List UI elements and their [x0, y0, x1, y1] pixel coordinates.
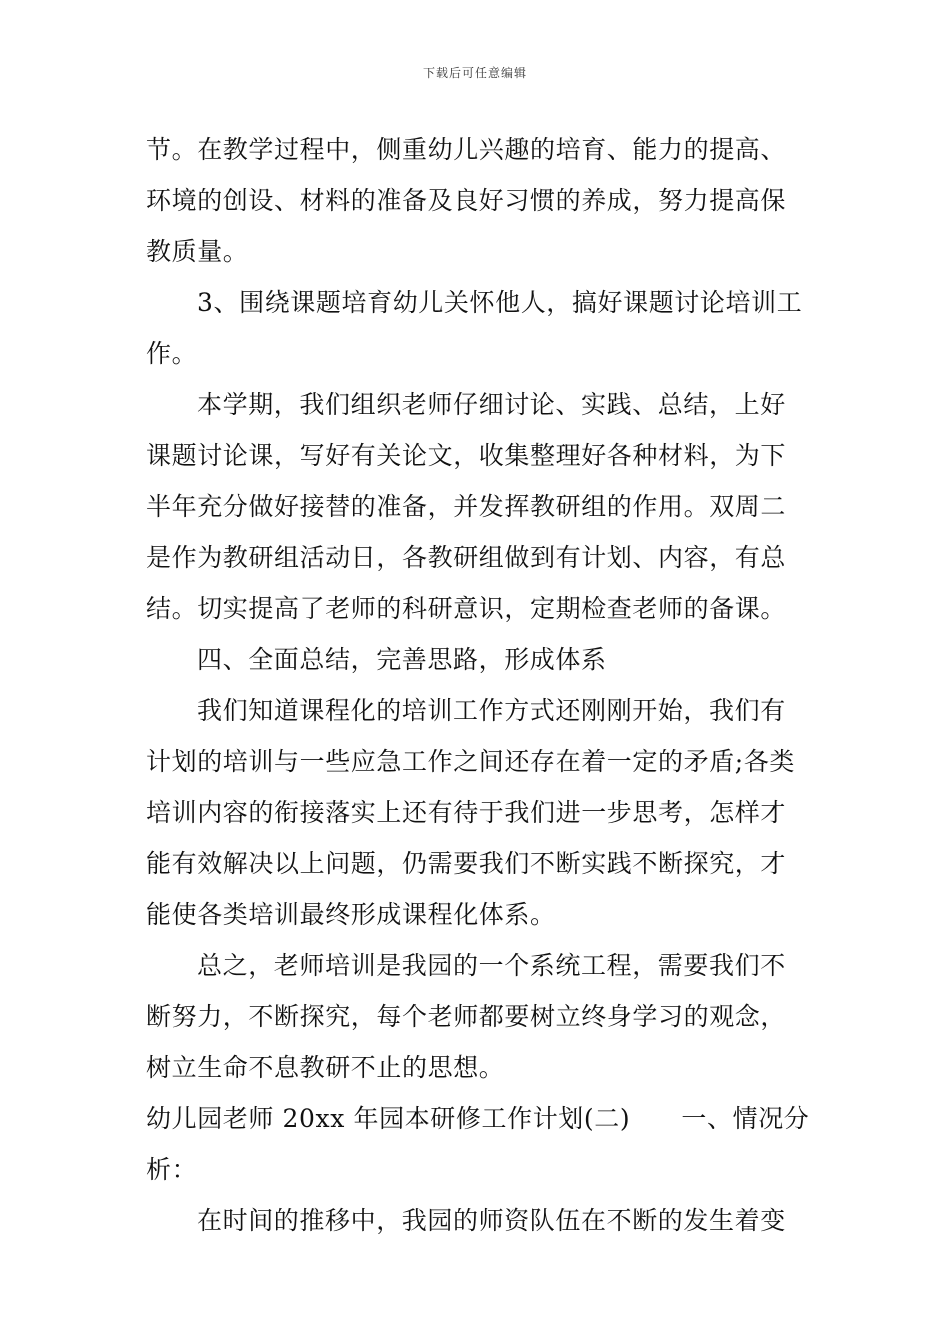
text-line: 树立生命不息教研不止的思想。 [146, 1053, 505, 1082]
text-line: 是作为教研组活动日，各教研组做到有计划、内容，有总 [146, 543, 787, 572]
text-line: 析： [146, 1155, 198, 1184]
text-line: 我们知道课程化的培训工作方式还刚刚开始，我们有 [197, 696, 786, 725]
page-header-note: 下载后可任意编辑 [422, 66, 527, 80]
text-line: 作。 [146, 339, 198, 368]
text-line: 断努力，不断探究，每个老师都要树立终身学习的观念， [146, 1002, 787, 1031]
text-line: 培训内容的衔接落实上还有待于我们进一步思考，怎样才 [146, 798, 787, 827]
text-line: 教质量。 [146, 237, 249, 266]
text-line: 结。切实提高了老师的科研意识，定期检查老师的备课。 [146, 594, 787, 623]
section-heading: 四、全面总结，完善思路，形成体系 [197, 645, 607, 674]
text-line: 环境的创设、材料的准备及良好习惯的养成，努力提高保 [146, 186, 787, 215]
text-line: 计划的培训与一些应急工作之间还存在着一定的矛盾;各类 [146, 747, 796, 776]
text-line: 节。在教学过程中，侧重幼儿兴趣的培育、能力的提高、 [146, 135, 787, 164]
text-line: 课题讨论课，写好有关论文，收集整理好各种材料，为下 [146, 441, 787, 470]
text-line: 能使各类培训最终形成课程化体系。 [146, 900, 556, 929]
text-line: 在时间的推移中，我园的师资队伍在不断的发生着变 [197, 1206, 786, 1235]
document-body [146, 124, 808, 1246]
text-line: 总之，老师培训是我园的一个系统工程，需要我们不 [197, 951, 786, 980]
text-line: 能有效解决以上问题，仍需要我们不断实践不断探究，才 [146, 849, 787, 878]
text-line: 3、围绕课题培育幼儿关怀他人，搞好课题讨论培训工 [197, 288, 803, 317]
text-line: 半年充分做好接替的准备，并发挥教研组的作用。双周二 [146, 492, 787, 521]
document-title-line: 幼儿园老师 20xx 年园本研修工作计划(二) 一、情况分 [146, 1104, 810, 1133]
text-line: 本学期，我们组织老师仔细讨论、实践、总结，上好 [197, 390, 786, 419]
